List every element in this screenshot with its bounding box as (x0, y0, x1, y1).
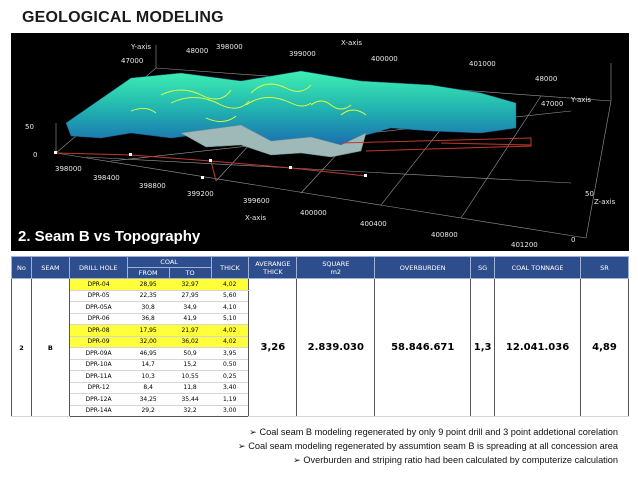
x-axis-top-label: X-axis (341, 39, 362, 47)
tick-label: 50 (585, 190, 594, 198)
tick-label: 0 (33, 151, 38, 159)
cell-thick: 1,19 (211, 394, 249, 406)
cell-from: 14,7 (127, 359, 169, 371)
col-header-square: SQUARE m2 (297, 257, 375, 279)
tick-label: 398000 (55, 165, 82, 173)
col-header-seam: SEAM (31, 257, 69, 279)
cell-thick: 5,10 (211, 313, 249, 325)
y-axis-right-label: Y-axis (571, 96, 591, 104)
col-header-overburden: OVERBURDEN (375, 257, 471, 279)
cell-avg-thick: 3,26 (249, 279, 297, 417)
cell-to: 21,97 (169, 325, 211, 337)
tick-label: 398000 (216, 43, 243, 51)
col-header-drill-hole: DRILL HOLE (69, 257, 127, 279)
tick-label: 398800 (139, 182, 166, 190)
y-axis-label: Y-axis (131, 43, 151, 51)
tick-label: 400800 (431, 231, 458, 239)
col-header-thick: THICK (211, 257, 249, 279)
col-header-no: No (12, 257, 32, 279)
topography-graphic (11, 33, 629, 251)
tick-label: 47000 (121, 57, 144, 65)
tick-label: 47000 (541, 100, 564, 108)
cell-to: 34,9 (169, 302, 211, 314)
col-header-sr: SR (581, 257, 629, 279)
cell-to: 32,97 (169, 279, 211, 291)
cell-thick: 4,02 (211, 279, 249, 291)
cell-to: 27,95 (169, 290, 211, 302)
col-header-coal: COAL (127, 257, 211, 268)
cell-drill-hole: DPR-12A (69, 394, 127, 406)
tick-label: 400000 (300, 209, 327, 217)
cell-drill-hole: DPR-06 (69, 313, 127, 325)
cell-sr: 4,89 (581, 279, 629, 417)
cell-drill-hole: DPR-05A (69, 302, 127, 314)
cell-to: 36,02 (169, 336, 211, 348)
tick-label: 400400 (360, 220, 387, 228)
page-title: GEOLOGICAL MODELING (22, 9, 224, 26)
cell-drill-hole: DPR-08 (69, 325, 127, 337)
cell-thick: 3,40 (211, 382, 249, 394)
tick-label: 400000 (371, 55, 398, 63)
cell-thick: 5,60 (211, 290, 249, 302)
cell-square: 2.839.030 (297, 279, 375, 417)
cell-from: 36,8 (127, 313, 169, 325)
cell-thick: 0,50 (211, 359, 249, 371)
cell-from: 28,95 (127, 279, 169, 291)
cell-drill-hole: DPR-11A (69, 371, 127, 383)
cell-to: 11,8 (169, 382, 211, 394)
cell-to: 41,9 (169, 313, 211, 325)
col-header-avg-thick: AVERANGE THICK (249, 257, 297, 279)
tick-label: 401000 (469, 60, 496, 68)
note-item: ➢ Overburden and striping ratio had been calculated by computerize calculation (293, 455, 618, 465)
cell-to: 35,44 (169, 394, 211, 406)
cell-drill-hole: DPR-09 (69, 336, 127, 348)
note-item: ➢ Coal seam B modeling regenerated by only 9 point drill and 3 point addetional corelation (249, 427, 618, 437)
cell-thick: 3,95 (211, 348, 249, 360)
tick-label: 48000 (535, 75, 558, 83)
cell-from: 8,4 (127, 382, 169, 394)
tick-label: 48000 (186, 47, 209, 55)
cell-to: 32,2 (169, 405, 211, 417)
x-axis-bottom-label: X-axis (245, 214, 266, 222)
cell-overburden: 58.846.671 (375, 279, 471, 417)
cell-from: 29,2 (127, 405, 169, 417)
cell-from: 46,95 (127, 348, 169, 360)
cell-to: 50,9 (169, 348, 211, 360)
notes-list (238, 425, 618, 467)
cell-from: 32,00 (127, 336, 169, 348)
topography-3d-view[interactable] (11, 33, 629, 251)
cell-coal-tonnage: 12.041.036 (495, 279, 581, 417)
tick-label: 399200 (187, 190, 214, 198)
tick-label: 50 (25, 123, 34, 131)
cell-drill-hole: DPR-12 (69, 382, 127, 394)
seam-data-table (11, 256, 629, 417)
cell-thick: 3,00 (211, 405, 249, 417)
table-row (12, 279, 629, 291)
col-header-sg: SG (471, 257, 495, 279)
cell-to: 10,55 (169, 371, 211, 383)
section-caption: 2. Seam B vs Topography (18, 228, 201, 245)
col-header-coal-tonnage: COAL TONNAGE (495, 257, 581, 279)
cell-sg: 1,3 (471, 279, 495, 417)
cell-thick: 4,02 (211, 336, 249, 348)
note-item: ➢ Coal seam modeling regenerated by assumtion seam B is spreading at all concession area (238, 441, 618, 451)
cell-from: 10,3 (127, 371, 169, 383)
cell-drill-hole: DPR-09A (69, 348, 127, 360)
cell-thick: 0,25 (211, 371, 249, 383)
cell-drill-hole: DPR-14A (69, 405, 127, 417)
col-header-to: TO (169, 268, 211, 279)
cell-from: 34,25 (127, 394, 169, 406)
col-header-from: FROM (127, 268, 169, 279)
cell-thick: 4,02 (211, 325, 249, 337)
tick-label: 399600 (243, 197, 270, 205)
cell-from: 22,35 (127, 290, 169, 302)
cell-from: 30,8 (127, 302, 169, 314)
tick-label: 399000 (289, 50, 316, 58)
cell-drill-hole: DPR-05 (69, 290, 127, 302)
cell-drill-hole: DPR-10A (69, 359, 127, 371)
tick-label: 398400 (93, 174, 120, 182)
cell-to: 15,2 (169, 359, 211, 371)
terrain-surface (66, 71, 516, 145)
cell-no: 2 (12, 279, 32, 417)
cell-from: 17,95 (127, 325, 169, 337)
cell-drill-hole: DPR-04 (69, 279, 127, 291)
cell-seam: B (31, 279, 69, 417)
tick-label: 401200 (511, 241, 538, 249)
cell-thick: 4,10 (211, 302, 249, 314)
z-axis-label: Z-axis (594, 198, 616, 206)
tick-label: 0 (571, 236, 576, 244)
